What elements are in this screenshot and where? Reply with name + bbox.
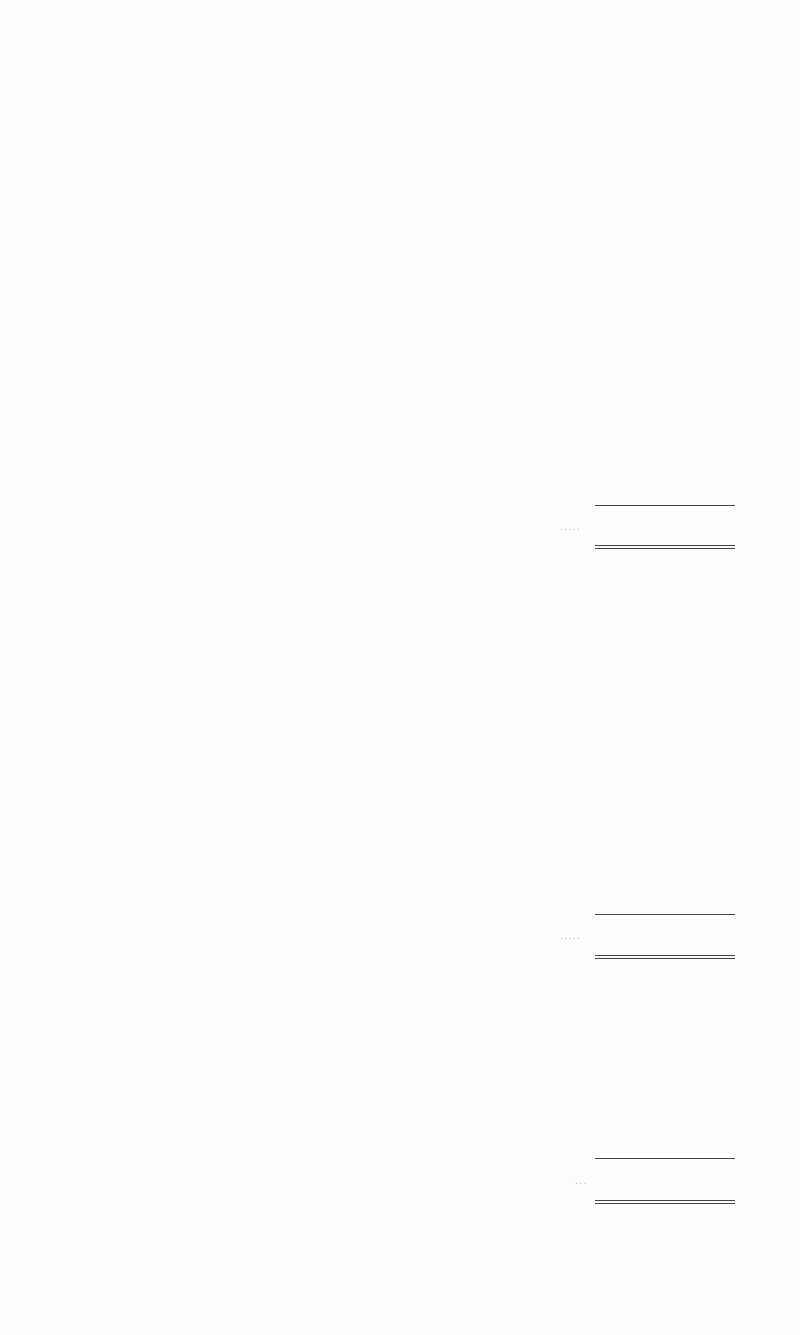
parts-total-double-rule — [595, 955, 735, 959]
dot-leader: ..... — [560, 522, 581, 533]
top-total-rule — [595, 505, 735, 506]
other-total-rule — [595, 1158, 735, 1159]
other-total-double-rule — [595, 1200, 735, 1204]
dot-leader: ..... — [560, 931, 581, 942]
dot-leader: ... — [575, 1176, 588, 1187]
top-total-double-rule — [595, 545, 735, 549]
parts-total-rule — [595, 914, 735, 915]
